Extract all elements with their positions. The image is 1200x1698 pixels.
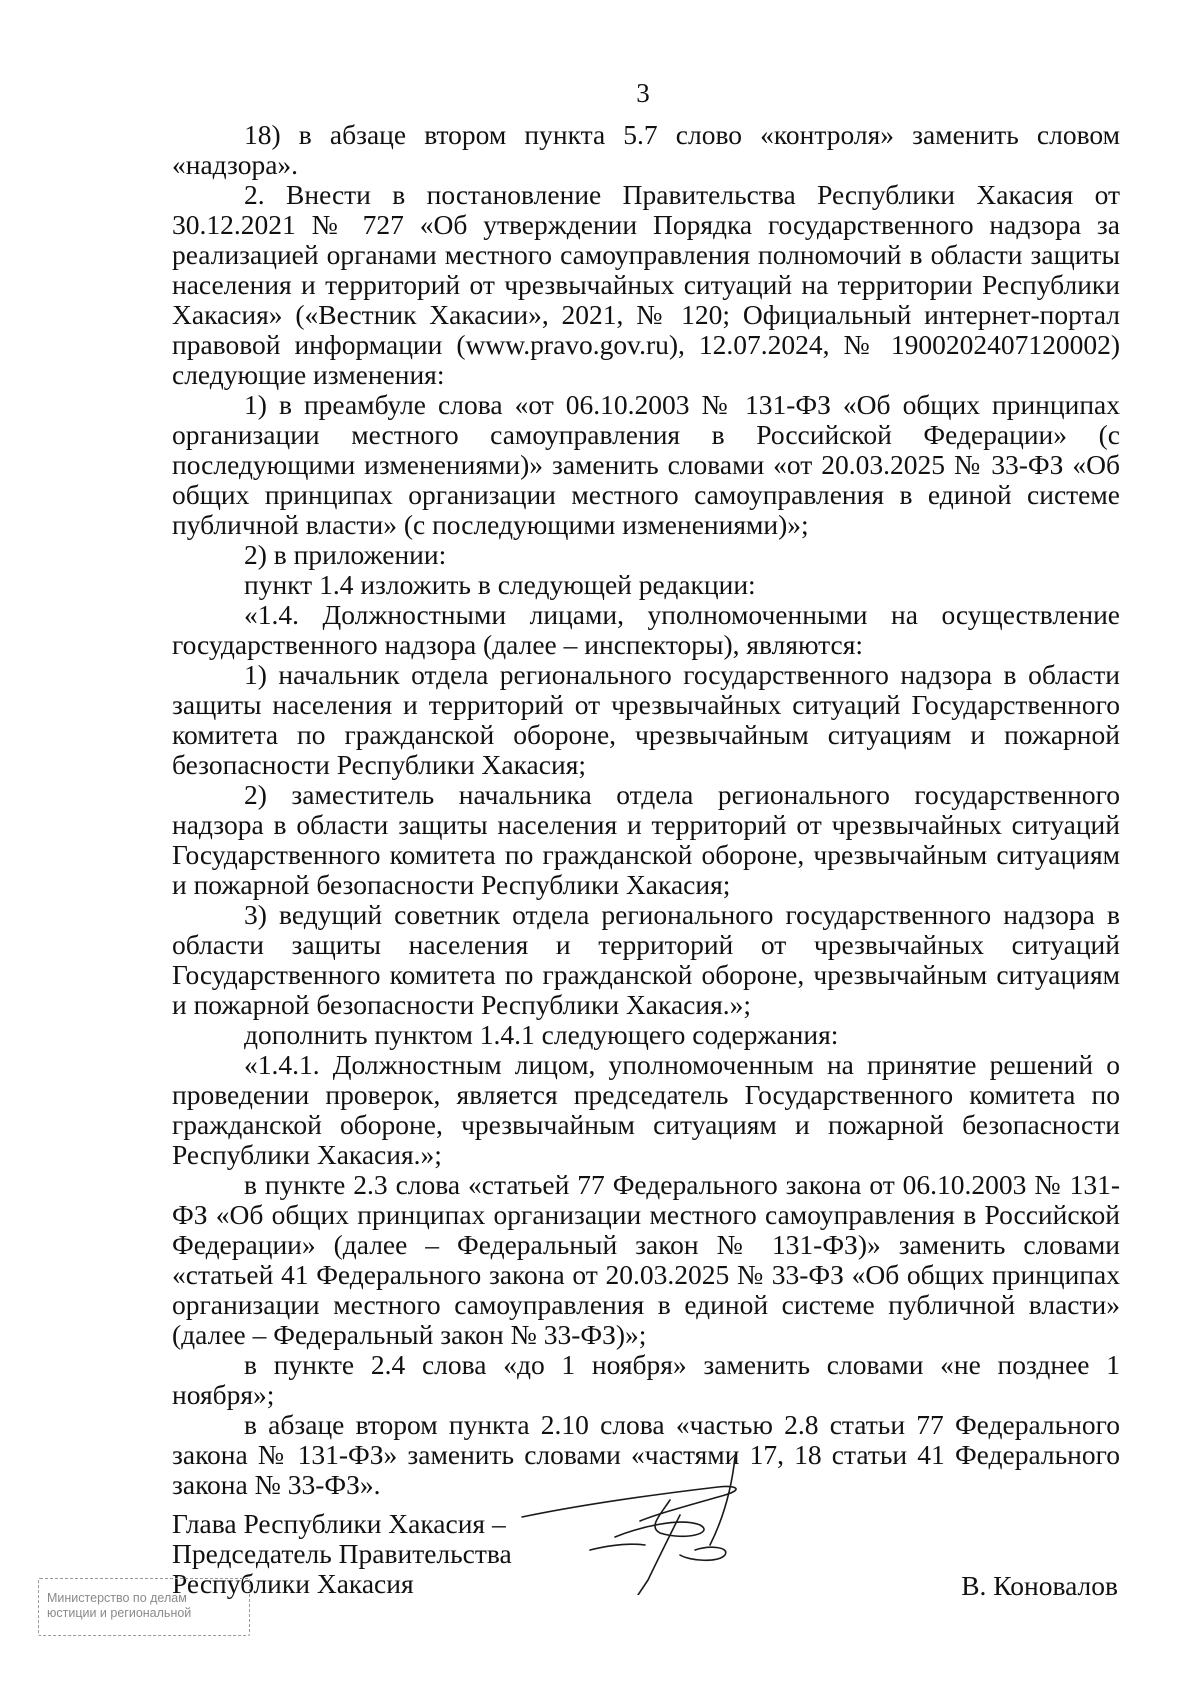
signatory-name: В. Коновалов [961, 1570, 1118, 1601]
paragraph: 18) в абзаце втором пункта 5.7 слово «контроля» заменить словом «надзора». [172, 119, 1120, 180]
signatory-title-line: Глава Республики Хакасия – [172, 1508, 506, 1539]
registration-stamp [38, 1578, 250, 1636]
page-number: 3 [636, 78, 650, 108]
paragraph: 1) начальник отдела регионального государственного надзора в области защиты населения и территорий от чрезвычайных ситуаций Государственного комитета по гражданской обороне, чрезвычайным ситуациям и пожарной безопасности Республики Хакасия; [172, 659, 1120, 780]
signatory-title-line: Республики Хакасия [172, 1568, 414, 1599]
paragraph: в пункте 2.3 слова «статьей 77 Федерального закона от 06.10.2003 № 131-ФЗ «Об общих принципах организации местного самоуправления в Российской Федерации» (далее – Федеральный закон № 131-ФЗ)» заменить словами «статьей 41 Федерального закона от 20.03.2025 № 33-ФЗ «Об общих принципах организации местного самоуправления в единой системе публичной власти» (далее – Федеральный закон № 33-ФЗ)»; [172, 1169, 1120, 1350]
paragraph: «1.4. Должностными лицами, уполномоченными на осуществление государственного надзора (далее – инспекторы), являются: [172, 599, 1120, 660]
paragraph: в абзаце втором пункта 2.10 слова «частью 2.8 статьи 77 Федерального закона № 131-ФЗ» заменить словами «частями 17, 18 статьи 41 Федерального закона № 33-ФЗ». [172, 1409, 1120, 1500]
document-body [172, 120, 1120, 1500]
stamp-line: юстиции и региональной [47, 1606, 192, 1620]
paragraph: в пункте 2.4 слова «до 1 ноября» заменить словами «не позднее 1 ноября»; [172, 1349, 1120, 1410]
paragraph: 2. Внести в постановление Правительства Республики Хакасия от 30.12.2021 № 727 «Об утверждении Порядка государственного надзора за реализацией органами местного самоуправления полномочий в области защиты населения и территорий от чрезвычайных ситуаций на территории Республики Хакасия» («Вестник Хакасии», 2021, № 120; Официальный интернет-портал правовой информации (www.pravo.gov.ru), 12.07.2024, № 1900202407120002) следующие изменения: [172, 179, 1120, 390]
signatory-title-line: Председатель Правительства [172, 1538, 512, 1569]
paragraph: дополнить пунктом 1.4.1 следующего содержания: [244, 1019, 839, 1050]
paragraph: 3) ведущий советник отдела регионального государственного надзора в области защиты населения и территорий от чрезвычайных ситуаций Государственного комитета по гражданской обороне, чрезвычайным ситуациям и пожарной безопасности Республики Хакасия.»; [172, 899, 1120, 1020]
paragraph: 2) в приложении: [244, 539, 447, 570]
stamp-line: Министерство по делам [47, 1591, 187, 1605]
paragraph: 1) в преамбуле слова «от 06.10.2003 № 131-ФЗ «Об общих принципах организации местного самоуправления в Российской Федерации» (с последующими изменениями)» заменить словами «от 20.03.2025 № 33-ФЗ «Об общих принципах организации местного самоуправления в единой системе публичной власти» (с последующими изменениями)»; [172, 389, 1120, 540]
paragraph: пункт 1.4 изложить в следующей редакции: [244, 569, 756, 600]
handwritten-signature [520, 1455, 760, 1595]
paragraph: 2) заместитель начальника отдела регионального государственного надзора в области защиты населения и территорий от чрезвычайных ситуаций Государственного комитета по гражданской обороне, чрезвычайным ситуациям и пожарной безопасности Республики Хакасия; [172, 779, 1120, 900]
paragraph: «1.4.1. Должностным лицом, уполномоченным на принятие решений о проведении проверок, является председатель Государственного комитета по гражданской обороне, чрезвычайным ситуациям и пожарной безопасности Республики Хакасия.»; [172, 1049, 1120, 1170]
